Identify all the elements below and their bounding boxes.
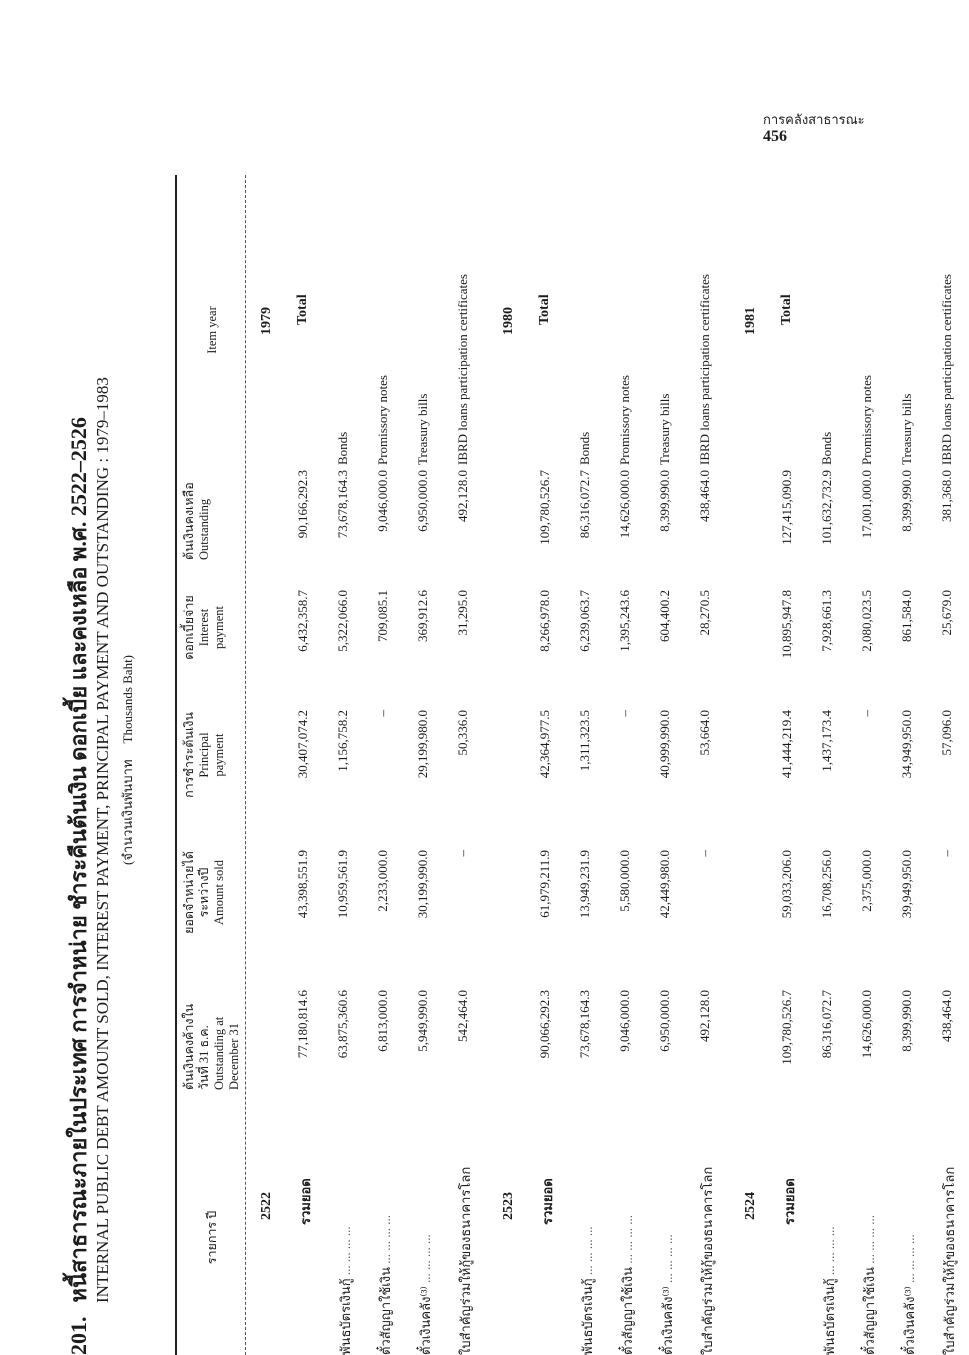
row-label-english: Promissory notes [617, 165, 633, 465]
table-row [849, 165, 889, 1355]
table-row [687, 165, 727, 1355]
cell-outstanding-dec31: 6,813,000.0 [375, 990, 391, 1090]
cell-interest: 6,239,063.7 [577, 590, 593, 675]
leader-dots: ... ... ... ... [902, 1234, 917, 1283]
column-header-line: ต้นเงินคงค้างใน [182, 970, 197, 1090]
column-header-line: Outstanding at [212, 970, 227, 1090]
row-label-thai [375, 1105, 396, 1355]
header-rule [245, 175, 246, 1355]
cell-outstanding: 127,415,090.9 [779, 470, 795, 565]
column-header-line: Principal [197, 700, 212, 810]
row-label-english: Bonds [335, 165, 351, 465]
cell-principal: – [859, 710, 875, 810]
row-label-english: Total [779, 294, 795, 325]
cell-interest: 5,322,066.0 [335, 590, 351, 675]
row-label-english: Total [295, 294, 311, 325]
cell-outstanding-dec31: 6,950,000.0 [657, 990, 673, 1090]
leader-dots: ... ... ... ... [620, 1215, 635, 1264]
cell-principal: 57,096.0 [939, 710, 955, 810]
table-body [255, 165, 969, 1355]
column-header-line: วันที่ 31 ธ.ค. [197, 970, 212, 1090]
year-thai: 2522 [259, 1192, 275, 1220]
cell-outstanding-dec31: 109,780,526.7 [779, 990, 795, 1090]
cell-principal: 30,407,074.2 [295, 710, 311, 810]
leader-dots: ... ... ... ... [580, 1226, 595, 1275]
row-label-text: พันธบัตรเงินกู้ [822, 1278, 837, 1355]
cell-amount-sold: 43,398,551.9 [295, 850, 311, 950]
cell-outstanding: 14,626,000.0 [617, 470, 633, 565]
rotated-table [55, 165, 885, 1355]
cell-outstanding-dec31: 438,464.0 [939, 990, 955, 1090]
year-thai: 2523 [501, 1192, 517, 1220]
cell-principal: 1,311,323.5 [577, 710, 593, 810]
cell-amount-sold: 10,959,561.9 [335, 850, 351, 950]
row-label-english: Bonds [577, 165, 593, 465]
row-label-english: Promissory notes [859, 165, 875, 465]
cell-principal: 40,999,990.0 [657, 710, 673, 810]
cell-interest: 709,085.1 [375, 590, 391, 675]
year-thai: 2524 [743, 1192, 759, 1220]
row-label-english: Total [537, 294, 553, 325]
cell-principal: 53,664.0 [697, 710, 713, 810]
cell-principal: 1,437,173.4 [819, 710, 835, 810]
column-header-item-english: Item year [205, 230, 220, 430]
column-header-line: Outstanding [197, 450, 212, 560]
row-label-english: Treasury bills [899, 165, 915, 465]
cell-principal: – [617, 710, 633, 810]
cell-outstanding: 73,678,164.3 [335, 470, 351, 565]
row-label-thai [657, 1105, 678, 1355]
cell-outstanding: 86,316,072.7 [577, 470, 593, 565]
leader-dots: ... ... ... ... [822, 1226, 837, 1275]
cell-principal: 34,949,950.0 [899, 710, 915, 810]
cell-amount-sold: 5,580,000.0 [617, 850, 633, 950]
row-label-english: IBRD loans participation certificates [697, 165, 713, 465]
table-number: 201. [66, 1317, 91, 1355]
cell-interest: 6,432,358.7 [295, 590, 311, 675]
table-row [445, 165, 485, 1355]
cell-interest: 28,270.5 [697, 590, 713, 675]
row-label-text: ตั๋วสัญญาใช้เงิน [378, 1267, 393, 1355]
cell-outstanding-dec31: 9,046,000.0 [617, 990, 633, 1090]
cell-outstanding-dec31: 86,316,072.7 [819, 990, 835, 1090]
table-row [405, 165, 445, 1355]
year-english: 1979 [259, 307, 275, 335]
cell-principal: – [375, 710, 391, 810]
row-label-text: ตั๋วเงินคลัง⁽³⁾ [902, 1286, 917, 1355]
row-label-thai [899, 1105, 920, 1355]
cell-interest: 31,295.0 [455, 590, 471, 675]
cell-outstanding-dec31: 5,949,990.0 [415, 990, 431, 1090]
column-header-line: ยอดจำหน่ายได้ [182, 835, 197, 950]
unit-english: Thousands Baht) [120, 655, 135, 743]
table-title-thai-text: หนี้สาธารณะภายในประเทศ การจำหน่าย ชำระคืนต้นเงิน ดอกเบี้ย และคงเหลือ พ.ศ. 2522–2526 [66, 417, 91, 1302]
leader-dots: ... ... ... ... [338, 1226, 353, 1275]
leader-dots: ... ... ... ... [378, 1215, 393, 1264]
cell-interest: 861,584.0 [899, 590, 915, 675]
cell-outstanding-dec31: 90,066,292.3 [537, 990, 553, 1090]
cell-amount-sold: 13,949,231.9 [577, 850, 593, 950]
leader-dots: ... ... ... ... [660, 1234, 675, 1283]
row-label-text: พันธบัตรเงินกู้ [338, 1278, 353, 1355]
table-row [929, 165, 969, 1355]
cell-interest: 369,912.6 [415, 590, 431, 675]
column-header-amount-sold [182, 835, 227, 950]
column-header-principal [182, 700, 227, 810]
column-header-item-thai: รายการ ปี [205, 1120, 220, 1355]
year-english: 1981 [743, 307, 759, 335]
top-rule [175, 175, 177, 1355]
cell-outstanding: 101,632,732.9 [819, 470, 835, 565]
table-row [567, 165, 607, 1355]
cell-interest: 604,400.2 [657, 590, 673, 675]
unit-thai: (จำนวนเงินพันบาท [120, 759, 135, 865]
row-label-english: Treasury bills [657, 165, 673, 465]
row-label-thai: ใบสำคัญร่วมให้กู้ของธนาคารโลก [939, 1105, 960, 1355]
cell-outstanding-dec31: 63,875,360.6 [335, 990, 351, 1090]
cell-amount-sold: 16,708,256.0 [819, 850, 835, 950]
cell-amount-sold: – [939, 850, 955, 950]
cell-interest: 2,080,023.5 [859, 590, 875, 675]
row-label-text: พันธบัตรเงินกู้ [580, 1278, 595, 1355]
cell-outstanding: 381,368.0 [939, 470, 955, 565]
row-label-english: Treasury bills [415, 165, 431, 465]
row-label-text: ตั๋วสัญญาใช้เงิน [862, 1267, 877, 1355]
row-label-thai: ใบสำคัญร่วมให้กู้ของธนาคารโลก [697, 1105, 718, 1355]
cell-principal: 41,444,219.4 [779, 710, 795, 810]
row-label-thai: รวมยอด [295, 975, 316, 1225]
column-header-line: Interest [197, 580, 212, 675]
cell-interest: 8,266,978.0 [537, 590, 553, 675]
cell-outstanding: 6,950,000.0 [415, 470, 431, 565]
year-row [497, 165, 527, 1355]
cell-outstanding: 438,464.0 [697, 470, 713, 565]
cell-amount-sold: 42,449,980.0 [657, 850, 673, 950]
table-title-english: INTERNAL PUBLIC DEBT AMOUNT SOLD, INTEREST PAYMENT, PRINCIPAL PAYMENT AND OUTSTANDING : 1979–1983 [93, 377, 113, 1303]
leader-dots: ... ... ... ... [418, 1234, 433, 1283]
cell-outstanding-dec31: 77,180,814.6 [295, 990, 311, 1090]
cell-principal: 42,364,977.5 [537, 710, 553, 810]
cell-outstanding: 17,001,000.0 [859, 470, 875, 565]
table-row [527, 165, 567, 1355]
cell-principal: 50,336.0 [455, 710, 471, 810]
row-label-thai [415, 1105, 436, 1355]
cell-outstanding: 90,166,292.3 [295, 470, 311, 565]
table-title-thai [61, 417, 96, 1355]
table-row [607, 165, 647, 1355]
spacer [485, 165, 497, 1355]
row-label-thai [859, 1105, 880, 1355]
row-label-text: ตั๋วเงินคลัง⁽³⁾ [418, 1286, 433, 1355]
column-header-outstanding [182, 450, 212, 560]
row-label-thai: รวมยอด [537, 975, 558, 1225]
cell-interest: 25,679.0 [939, 590, 955, 675]
row-label-english: IBRD loans participation certificates [939, 165, 955, 465]
cell-amount-sold: 59,033,206.0 [779, 850, 795, 950]
column-header-interest [182, 580, 227, 675]
column-header-line: ระหว่างปี [197, 835, 212, 950]
table-row [889, 165, 929, 1355]
row-label-thai: ใบสำคัญร่วมให้กู้ของธนาคารโลก [455, 1105, 476, 1355]
year-row [255, 165, 285, 1355]
row-label-thai [819, 1105, 840, 1355]
spacer [727, 165, 739, 1355]
row-label-thai [577, 1105, 598, 1355]
table-unit [117, 165, 138, 1355]
cell-interest: 10,895,947.8 [779, 590, 795, 675]
table-row [809, 165, 849, 1355]
row-label-thai: รวมยอด [779, 975, 800, 1225]
cell-outstanding: 492,128.0 [455, 470, 471, 565]
table-row [769, 165, 809, 1355]
cell-outstanding: 8,399,990.0 [657, 470, 673, 565]
column-header-line: การชำระต้นเงิน [182, 700, 197, 810]
cell-interest: 1,395,243.6 [617, 590, 633, 675]
cell-principal: 1,156,758.2 [335, 710, 351, 810]
row-label-text: ตั๋วสัญญาใช้เงิน [620, 1267, 635, 1355]
cell-amount-sold: 2,375,000.0 [859, 850, 875, 950]
cell-amount-sold: 61,979,211.9 [537, 850, 553, 950]
cell-amount-sold: 30,199,990.0 [415, 850, 431, 950]
column-header-line: payment [212, 580, 227, 675]
column-header-line: Amount sold [212, 835, 227, 950]
cell-outstanding: 109,780,526.7 [537, 470, 553, 565]
cell-outstanding-dec31: 8,399,990.0 [899, 990, 915, 1090]
column-header-line: December 31 [227, 970, 242, 1090]
cell-interest: 7,928,661.3 [819, 590, 835, 675]
cell-amount-sold: – [455, 850, 471, 950]
year-english: 1980 [501, 307, 517, 335]
column-header-line: ต้นเงินคงเหลือ [182, 450, 197, 560]
table-row [285, 165, 325, 1355]
cell-amount-sold: 2,233,000.0 [375, 850, 391, 950]
table-title-block [55, 165, 165, 1355]
table-row [325, 165, 365, 1355]
column-header-line: ดอกเบี้ยจ่าย [182, 580, 197, 675]
row-label-text: ตั๋วเงินคลัง⁽³⁾ [660, 1286, 675, 1355]
row-label-thai [335, 1105, 356, 1355]
cell-principal: 29,199,980.0 [415, 710, 431, 810]
row-label-english: IBRD loans participation certificates [455, 165, 471, 465]
cell-outstanding-dec31: 542,464.0 [455, 990, 471, 1090]
row-label-english: Promissory notes [375, 165, 391, 465]
cell-outstanding: 8,399,990.0 [899, 470, 915, 565]
row-label-thai [617, 1105, 638, 1355]
row-label-english: Bonds [819, 165, 835, 465]
cell-amount-sold: 39,949,950.0 [899, 850, 915, 950]
cell-outstanding: 9,046,000.0 [375, 470, 391, 565]
cell-amount-sold: – [697, 850, 713, 950]
cell-outstanding-dec31: 492,128.0 [697, 990, 713, 1090]
column-header-outstanding-dec31 [182, 970, 242, 1090]
column-header-line: payment [212, 700, 227, 810]
year-row [739, 165, 769, 1355]
cell-outstanding-dec31: 73,678,164.3 [577, 990, 593, 1090]
table-row [647, 165, 687, 1355]
section-title: การคลังสาธารณะ [763, 112, 903, 128]
leader-dots: ... ... ... ... [862, 1215, 877, 1264]
page-header [763, 112, 903, 146]
page-number: 456 [763, 128, 903, 146]
cell-outstanding-dec31: 14,626,000.0 [859, 990, 875, 1090]
table-row [365, 165, 405, 1355]
